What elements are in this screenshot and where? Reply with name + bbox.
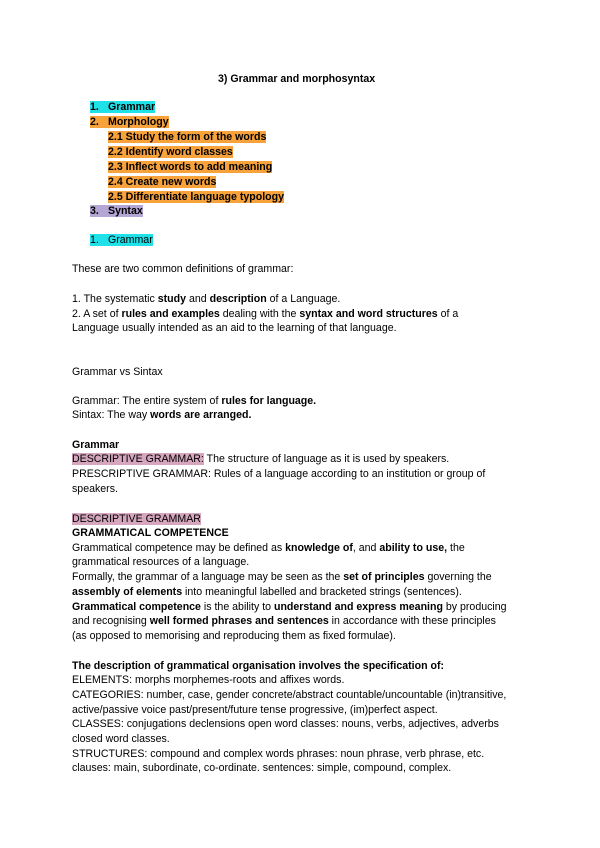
sintax-definition: Sintax: The way words are arranged. (72, 409, 252, 421)
spec-line: active/passive voice past/present/future tense progressive, (im)perfect aspect. (72, 704, 438, 716)
grammar-definition: Grammar: The entire system of rules for language. (72, 395, 317, 407)
toc-subitem: 2.3 Inflect words to add meaning (108, 161, 273, 173)
intro-text: These are two common definitions of grammar: (72, 263, 294, 275)
toc-subitem: 2.5 Differentiate language typology (108, 191, 285, 203)
definition-2-continued: Language usually intended as an aid to the learning of that language. (72, 322, 397, 334)
competence-line-3: Formally, the grammar of a language may be seen as the set of principles governing the (72, 571, 492, 583)
competence-line-6: and recognising well formed phrases and sentences in accordance with these principles (72, 615, 496, 627)
prescriptive-grammar-continued: speakers. (72, 483, 118, 495)
grammar-heading: Grammar (72, 439, 120, 451)
toc-item-syntax: 3. Syntax (90, 205, 143, 217)
toc-subitem: 2.1 Study the form of the words (108, 131, 267, 143)
spec-line: ELEMENTS: morphs morphemes-roots and affixes words. (72, 674, 345, 686)
competence-line-7: (as opposed to memorising and reproducing them as fixed formulae). (72, 630, 396, 642)
competence-line-5: Grammatical competence is the ability to understand and express meaning by producing (72, 601, 507, 613)
toc-subitem: 2.2 Identify word classes (108, 146, 233, 158)
competence-line-1: Grammatical competence may be defined as knowledge of, and ability to use, the (72, 542, 465, 554)
prescriptive-grammar-line: PRESCRIPTIVE GRAMMAR: Rules of a language according to an institution or group of (72, 468, 486, 480)
section-heading-grammar: 1. Grammar (90, 234, 153, 246)
competence-heading: GRAMMATICAL COMPETENCE (72, 527, 229, 539)
spec-line: CATEGORIES: number, case, gender concrete/abstract countable/uncountable (in)transitive, (72, 689, 507, 701)
document-title: 3) Grammar and morphosyntax (218, 73, 376, 85)
spec-line: CLASSES: conjugations declensions open word classes: nouns, verbs, adjectives, adverbs (72, 718, 499, 730)
spec-line: closed word classes. (72, 733, 170, 745)
competence-line-2: grammatical resources of a language. (72, 556, 250, 568)
grammar-vs-sintax: Grammar vs Sintax (72, 366, 163, 378)
competence-line-4: assembly of elements into meaningful labelled and bracketed strings (sentences). (72, 586, 462, 598)
toc-subitem: 2.4 Create new words (108, 176, 217, 188)
definition-1: 1. The systematic study and description of a Language. (72, 293, 341, 305)
specification-heading: The description of grammatical organisation involves the specification of: (72, 660, 445, 672)
descriptive-grammar-heading: DESCRIPTIVE GRAMMAR (72, 513, 201, 525)
toc-item-morphology: 2. Morphology (90, 116, 169, 128)
definition-2: 2. A set of rules and examples dealing with the syntax and word structures of a (72, 308, 459, 320)
spec-line: STRUCTURES: compound and complex words phrases: noun phrase, verb phrase, etc. (72, 748, 485, 760)
descriptive-grammar-line: DESCRIPTIVE GRAMMAR: The structure of language as it is used by speakers. (72, 453, 450, 465)
toc-item-grammar: 1. Grammar (90, 101, 156, 113)
spec-line: clauses: main, subordinate, co-ordinate. sentences: simple, compound, complex. (72, 762, 452, 774)
